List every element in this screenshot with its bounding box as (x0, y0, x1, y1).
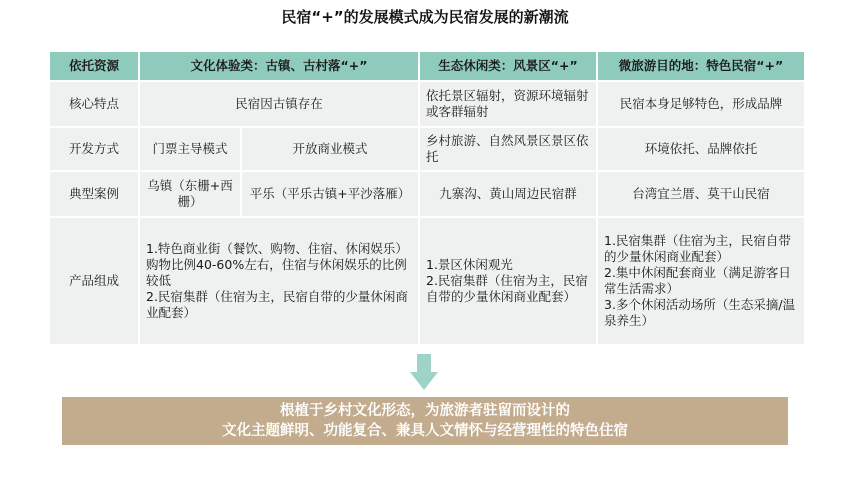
cell-products-micro (598, 218, 804, 344)
cell-core-eco: 依托景区辐射，资源环境辐射或客群辐射 (420, 82, 596, 126)
cell-cases-eco: 九寨沟、黄山周边民宿群 (420, 172, 596, 216)
table-row (50, 218, 804, 344)
cell-core-culture: 民宿因古镇存在 (140, 82, 418, 126)
cell-core-micro: 民宿本身足够特色，形成品牌 (598, 82, 804, 126)
table-row (50, 82, 804, 126)
list-item: 1.特色商业街（餐饮、购物、住宿、休闲娱乐）购物比例40-60%左右，住宿与休闲娱乐的比例较低 (146, 241, 408, 288)
list-item: 2.集中休闲配套商业（满足游客日常生活需求） (604, 265, 791, 296)
cell-products-eco (420, 218, 596, 344)
list-item: 2.民宿集群（住宿为主，民宿自带的少量休闲商业配套） (146, 289, 408, 320)
header-eco: 生态休闲类：风景区“+” (420, 52, 596, 80)
cell-cases-culture-b: 平乐（平乐古镇+平沙落雁） (242, 172, 418, 216)
page-title: 民宿“+”的发展模式成为民宿发展的新潮流 (281, 8, 569, 26)
cell-cases-micro: 台湾宜兰厝、莫干山民宿 (598, 172, 804, 216)
cell-dev-eco: 乡村旅游、自然风景区景区依托 (420, 128, 596, 170)
cell-dev-culture-b: 开放商业模式 (242, 128, 418, 170)
table-row (50, 172, 804, 216)
header-resource: 依托资源 (50, 52, 138, 80)
comparison-table (48, 50, 806, 346)
list-item: 3.多个休闲活动场所（生态采摘/温泉养生） (604, 297, 796, 328)
header-micro: 微旅游目的地：特色民宿“+” (598, 52, 804, 80)
row-label-products: 产品组成 (50, 218, 138, 344)
list-item: 1.民宿集群（住宿为主，民宿自带的少量休闲商业配套） (604, 233, 791, 264)
table-header-row (50, 52, 804, 80)
list-item: 1.景区休闲观光 (426, 257, 513, 272)
cell-dev-culture-a: 门票主导模式 (140, 128, 240, 170)
row-label-cases: 典型案例 (50, 172, 138, 216)
summary-banner (62, 397, 788, 445)
banner-line-1: 根植于乡村文化形态，为旅游者驻留而设计的 (280, 403, 570, 419)
row-label-core: 核心特点 (50, 82, 138, 126)
list-item: 2.民宿集群（住宿为主，民宿自带的少量休闲商业配套） (426, 273, 588, 304)
header-culture: 文化体验类：古镇、古村落“+” (140, 52, 418, 80)
cell-cases-culture-a: 乌镇（东栅+西栅） (140, 172, 240, 216)
banner-line-2: 文化主题鲜明、功能复合、兼具人文情怀与经营理性的特色住宿 (222, 423, 628, 439)
cell-dev-micro: 环境依托、品牌依托 (598, 128, 804, 170)
arrow-down-icon (410, 354, 438, 390)
table-row (50, 128, 804, 170)
cell-products-culture (140, 218, 418, 344)
row-label-dev: 开发方式 (50, 128, 138, 170)
